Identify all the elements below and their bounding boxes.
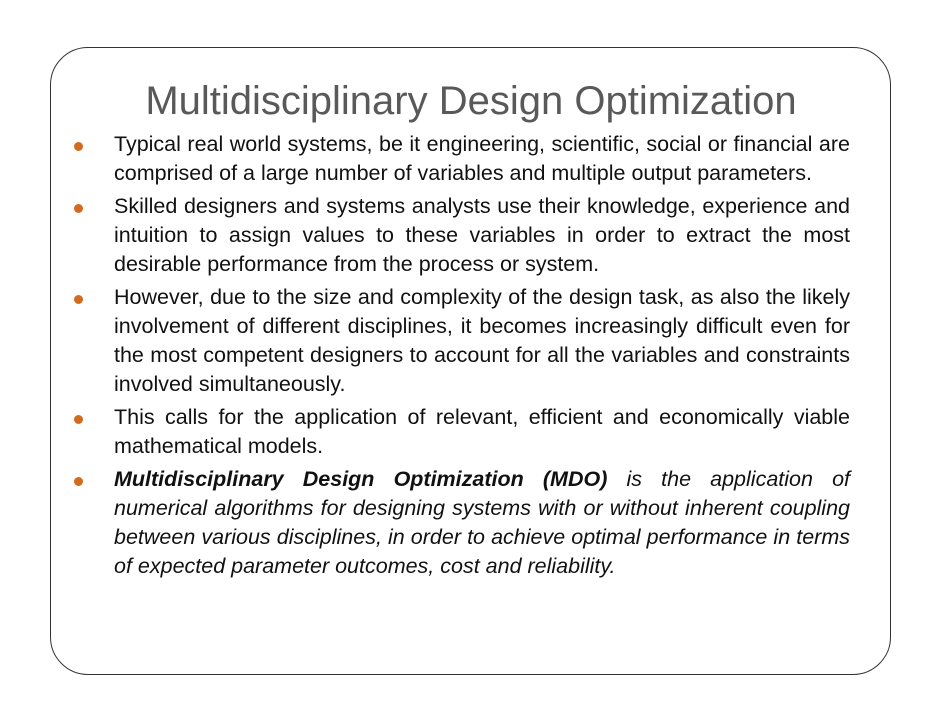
bullet-text: However, due to the size and complexity of the design task, as also the likely involvement of different disciplines, it becomes increasingly difficult even for the most competent designers to account for all the variables and constraints involved simultaneously. [114,285,850,396]
bullet-dot-icon [74,415,83,424]
bullet-text: This calls for the application of relevant, efficient and economically viable mathematical models. [114,405,850,458]
bullet-item [74,192,850,279]
bullet-list [74,130,850,585]
bullet-dot-icon [74,142,83,151]
bullet-item-mdo-definition [74,465,850,581]
bullet-item [74,130,850,188]
bullet-dot-icon [74,204,83,213]
bullet-text: Typical real world systems, be it engineering, scientific, social or financial are comprised of a large number of variables and multiple output parameters. [114,132,850,185]
bullet-item [74,283,850,399]
bullet-dot-icon [74,477,83,486]
bullet-dot-icon [74,295,83,304]
slide-title: Multidisciplinary Design Optimization [145,79,797,123]
bullet-item [74,403,850,461]
mdo-term: Multidisciplinary Design Optimization (MDO) [114,467,608,491]
bullet-text: Skilled designers and systems analysts use their knowledge, experience and intuition to assign values to these variables in order to extract the most desirable performance from the process or system. [114,194,850,276]
bullet-text: is the application of numerical algorithms for designing systems with or without inherent coupling between various disciplines, in order to achieve optimal performance in terms of expected parameter outcomes, cost and reliability. [114,467,850,578]
